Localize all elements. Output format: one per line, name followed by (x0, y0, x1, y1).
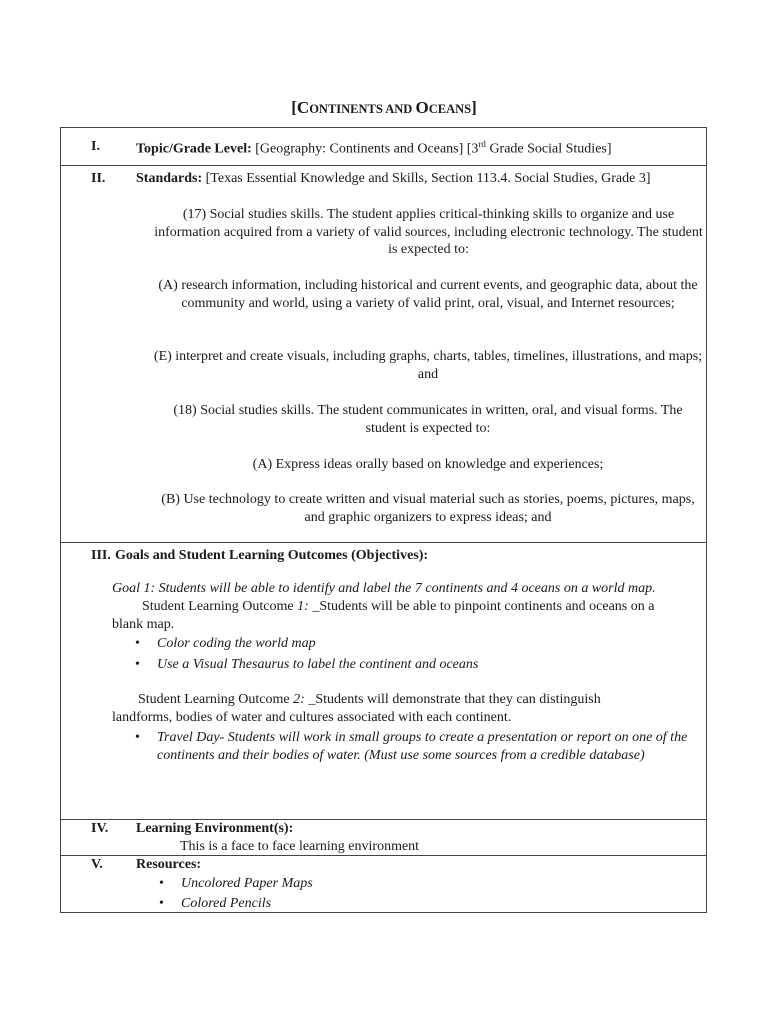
section-number: IV. (91, 821, 109, 836)
bullet-icon: • (159, 896, 164, 911)
section-topic (61, 128, 706, 165)
learning-outcome-1-cont: blank map. (112, 617, 175, 632)
learning-outcome-2-cont: landforms, bodies of water and cultures associated with each continent. (112, 710, 512, 725)
standard-17: (17) Social studies skills. The student applies critical-thinking skills to organize and use information acquired from a variety of valid sources, including electronic technology. The student is expected to: (154, 207, 703, 257)
list-item: • Uncolored Paper Maps (159, 876, 313, 891)
bullet-icon: • (135, 636, 140, 651)
list-item: • Colored Pencils (159, 896, 272, 911)
standard-18b: (B) Use technology to create written and visual material such as stories, poems, pictures, maps, and graphic organizers to express ideas; and (161, 492, 695, 525)
section-goals (61, 542, 706, 819)
section-number: V. (91, 857, 103, 872)
bullet-icon: • (135, 730, 140, 745)
standard-18: (18) Social studies skills. The student communicates in written, oral, and visual forms. The student is expected to: (173, 403, 683, 436)
lesson-plan-table (60, 127, 707, 913)
bullet-icon: • (135, 657, 140, 672)
section-number: I. (91, 139, 100, 154)
list-item: • Use a Visual Thesaurus to label the continent and oceans (135, 657, 479, 672)
resources-heading: Resources: (136, 857, 202, 872)
standard-18a: (A) Express ideas orally based on knowledge and experiences; (252, 457, 604, 472)
goal-1: Goal 1: Students will be able to identify and label the 7 continents and 4 oceans on a world map. (112, 581, 656, 596)
goals-heading: Goals and Student Learning Outcomes (Objectives): (115, 548, 429, 563)
section-resources (61, 855, 706, 912)
learning-outcome-2: Student Learning Outcome 2: _Students will demonstrate that they can distinguish (138, 692, 601, 707)
section-environment (61, 819, 706, 855)
standards-line: Standards: [Texas Essential Knowledge and Skills, Section 113.4. Social Studies, Grade 3] (136, 171, 651, 186)
list-item: • Color coding the world map (135, 636, 316, 651)
topic-line: Topic/Grade Level: [Geography: Continents and Oceans] [3rd Grade Social Studies] (136, 139, 612, 157)
document-title: [CONTINENTS AND OCEANS] (291, 98, 477, 117)
section-number: II. (91, 171, 106, 186)
section-standards (61, 165, 706, 542)
environment-heading: Learning Environment(s): (136, 821, 294, 836)
standard-17e: (E) interpret and create visuals, including graphs, charts, tables, timelines, illustrations, and maps; and (153, 349, 703, 382)
standard-17a: (A) research information, including historical and current events, and geographic data, about the community and world, using a variety of valid print, oral, visual, and Internet resources; (158, 278, 698, 311)
list-item: • Travel Day- Students will work in small groups to create a presentation or report on one of the continents and their bodies of water. (Must use some sources from a credible database) (135, 730, 688, 763)
environment-text: This is a face to face learning environment (180, 839, 420, 854)
section-number: III. (91, 548, 111, 563)
bullet-icon: • (159, 876, 164, 891)
learning-outcome-1: Student Learning Outcome 1: _Students will be able to pinpoint continents and oceans on a (142, 599, 655, 614)
